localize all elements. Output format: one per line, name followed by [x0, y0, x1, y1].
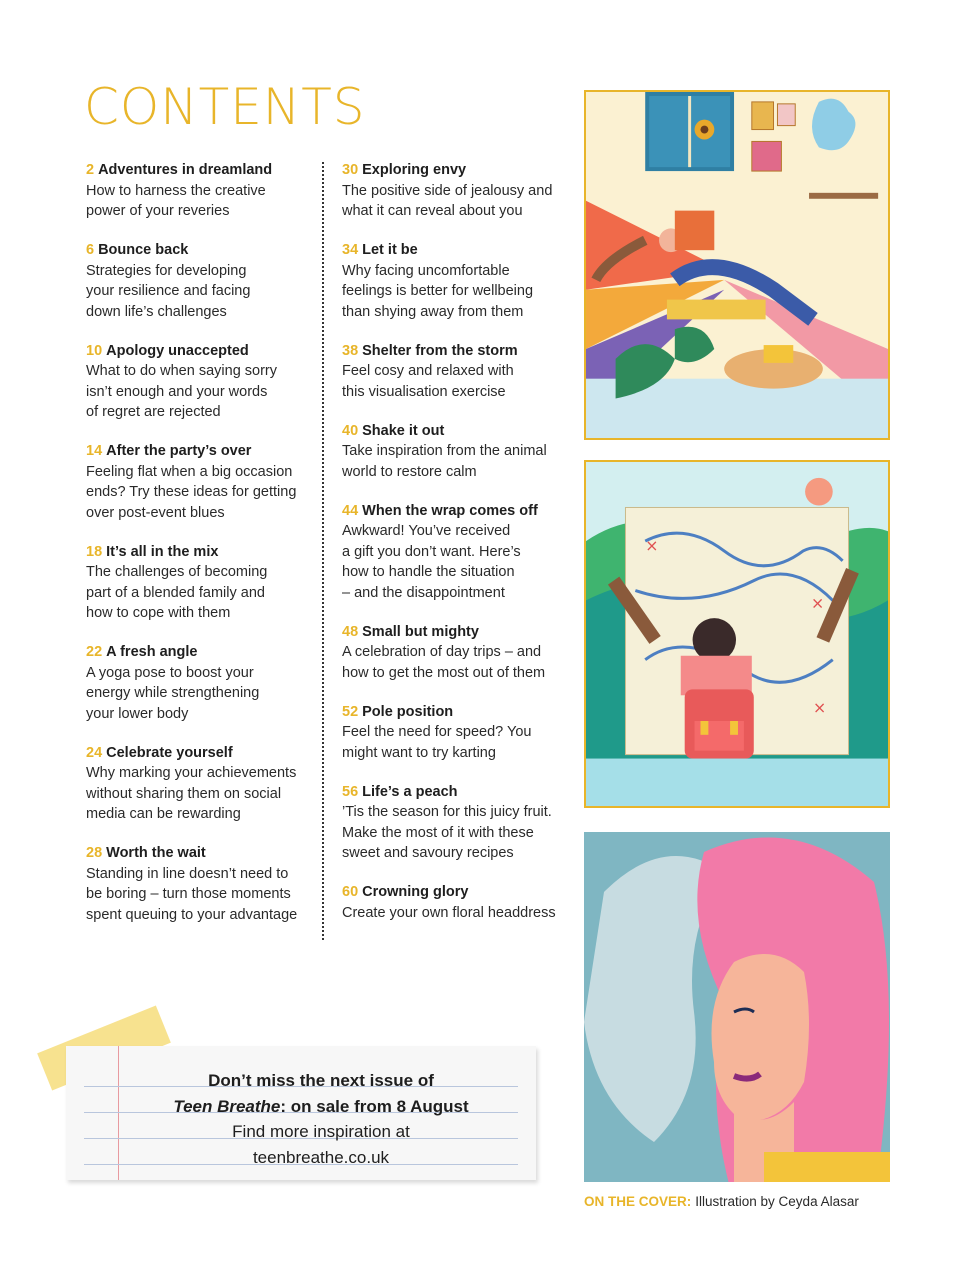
contents-entry[interactable]: [342, 882, 572, 923]
entry-title: A fresh angle: [106, 644, 198, 660]
contents-entry[interactable]: [86, 843, 318, 925]
entry-description: How to harness the creative power of your reveries: [86, 182, 266, 219]
entry-heading: [342, 702, 572, 723]
cover-caption: [584, 1194, 859, 1209]
note-line-2: [166, 1094, 476, 1120]
page-number: 10: [86, 342, 103, 359]
cover-caption-label: ON THE COVER:: [584, 1194, 692, 1209]
page-number: 28: [86, 845, 103, 861]
entry-description: Standing in line doesn’t need to be boring – turn those moments spent queuing to your advantage: [86, 865, 298, 923]
contents-entry[interactable]: [342, 501, 572, 604]
entry-description: The positive side of jealousy and what it can reveal about you: [342, 182, 553, 219]
website-link[interactable]: teenbreathe.co.uk: [252, 1147, 390, 1167]
entry-title: Adventures in dreamland: [98, 162, 273, 178]
page-number: 14: [86, 443, 103, 459]
entry-title: Celebrate yourself: [106, 744, 233, 761]
page-number: 38: [342, 342, 359, 359]
entry-title: Crowning glory: [362, 884, 469, 900]
contents-entry[interactable]: [86, 160, 318, 222]
entry-description: Why facing uncomfortable feelings is better for wellbeing than shying away from them: [342, 262, 534, 320]
contents-entry[interactable]: [342, 421, 572, 483]
entry-heading: [342, 882, 572, 903]
entry-heading: [342, 782, 572, 803]
note-line-3: Find more inspiration at: [232, 1122, 410, 1141]
entry-description: Feel cosy and relaxed with this visualisation exercise: [342, 363, 514, 400]
entry-heading: [86, 642, 318, 663]
entry-heading: [342, 341, 572, 362]
entry-title: Life’s a peach: [362, 783, 458, 800]
page-number: 30: [342, 162, 359, 178]
column-divider: [322, 162, 324, 940]
entry-heading: [86, 542, 318, 563]
cover-illustration: [584, 832, 890, 1182]
entry-title: Bounce back: [98, 242, 189, 258]
contents-entry[interactable]: [86, 240, 318, 322]
page-number: 24: [86, 744, 103, 761]
entry-title: Let it be: [362, 242, 418, 258]
entry-heading: [86, 843, 318, 864]
contents-entry[interactable]: [86, 441, 318, 523]
entry-description: Create your own floral headdress: [342, 904, 556, 921]
svg-text:×: ×: [645, 535, 659, 555]
entry-description: Feel the need for speed? You might want to try karting: [342, 724, 532, 761]
entry-title: Exploring envy: [362, 162, 467, 178]
sale-date: : on sale from 8 August: [280, 1096, 469, 1116]
cover-caption-text: Illustration by Ceyda Alasar: [695, 1194, 859, 1209]
page-number: 48: [342, 623, 359, 640]
entry-title: It’s all in the mix: [106, 543, 219, 560]
contents-entry[interactable]: [342, 160, 572, 222]
entry-title: Shelter from the storm: [362, 342, 518, 359]
contents-left-column: [86, 160, 318, 944]
note-text: [166, 1068, 476, 1170]
contents-entry[interactable]: [342, 782, 572, 864]
page-number: 40: [342, 422, 359, 439]
entry-title: Worth the wait: [106, 845, 206, 861]
contents-entry[interactable]: [86, 743, 318, 825]
contents-right-column: [342, 160, 572, 942]
page-number: 2: [86, 162, 95, 178]
entry-heading: [342, 421, 572, 442]
page-number: 52: [342, 703, 359, 720]
map-illustration: [584, 460, 890, 808]
contents-entry[interactable]: [86, 341, 318, 423]
entry-description: Take inspiration from the animal world to restore calm: [342, 443, 547, 480]
entry-description: A yoga pose to boost your energy while strengthening your lower body: [86, 664, 260, 722]
page-number: 34: [342, 242, 359, 258]
contents-entry[interactable]: [342, 622, 572, 684]
magazine-name: Teen Breathe: [173, 1096, 281, 1116]
page-number: 6: [86, 242, 95, 258]
contents-entry[interactable]: [342, 341, 572, 403]
contents-entry[interactable]: [342, 240, 572, 322]
entry-description: Why marking your achievements without sharing them on social media can be rewarding: [86, 765, 297, 822]
page-number: 44: [342, 502, 359, 519]
contents-entry[interactable]: [342, 702, 572, 764]
entry-heading: [86, 160, 318, 181]
page-number: 22: [86, 644, 103, 660]
entry-description: Awkward! You’ve received a gift you don’t want. Here’s how to handle the situation – and the disappointment: [342, 523, 521, 601]
svg-text:×: ×: [811, 593, 825, 613]
entry-heading: [342, 240, 572, 261]
entry-heading: [342, 622, 572, 643]
entry-description: Feeling flat when a big occasion ends? Try these ideas for getting over post-event blues: [86, 463, 297, 521]
contents-entry[interactable]: [86, 642, 318, 724]
entry-title: After the party’s over: [106, 443, 252, 459]
entry-heading: [86, 240, 318, 261]
page-number: 60: [342, 884, 359, 900]
page-number: 56: [342, 783, 359, 800]
page-title: CONTENTS: [84, 78, 366, 136]
note-line-1: Don’t miss the next issue of: [208, 1071, 434, 1090]
entry-title: Apology unaccepted: [106, 342, 249, 359]
entry-description: A celebration of day trips – and how to get the most out of them: [342, 644, 546, 681]
contents-entry[interactable]: [86, 542, 318, 624]
entry-title: Shake it out: [362, 422, 445, 439]
entry-description: ’Tis the season for this juicy fruit. Make the most of it with these sweet and savoury recipes: [342, 804, 552, 861]
svg-text:×: ×: [812, 698, 827, 718]
entry-heading: [86, 743, 318, 764]
entry-description: What to do when saying sorry isn’t enough and your words of regret are rejected: [86, 363, 278, 420]
next-issue-note: [66, 1046, 536, 1180]
entry-title: Pole position: [362, 703, 454, 720]
entry-heading: [342, 501, 572, 522]
entry-heading: [86, 341, 318, 362]
entry-description: Strategies for developing your resilience and facing down life’s challenges: [86, 262, 251, 320]
yoga-illustration: [584, 90, 890, 440]
entry-title: When the wrap comes off: [362, 502, 538, 519]
entry-heading: [342, 160, 572, 181]
note-margin-line: [118, 1046, 119, 1180]
entry-heading: [86, 441, 318, 462]
entry-description: The challenges of becoming part of a blended family and how to cope with them: [86, 564, 268, 621]
page-number: 18: [86, 543, 103, 560]
entry-title: Small but mighty: [362, 623, 479, 640]
